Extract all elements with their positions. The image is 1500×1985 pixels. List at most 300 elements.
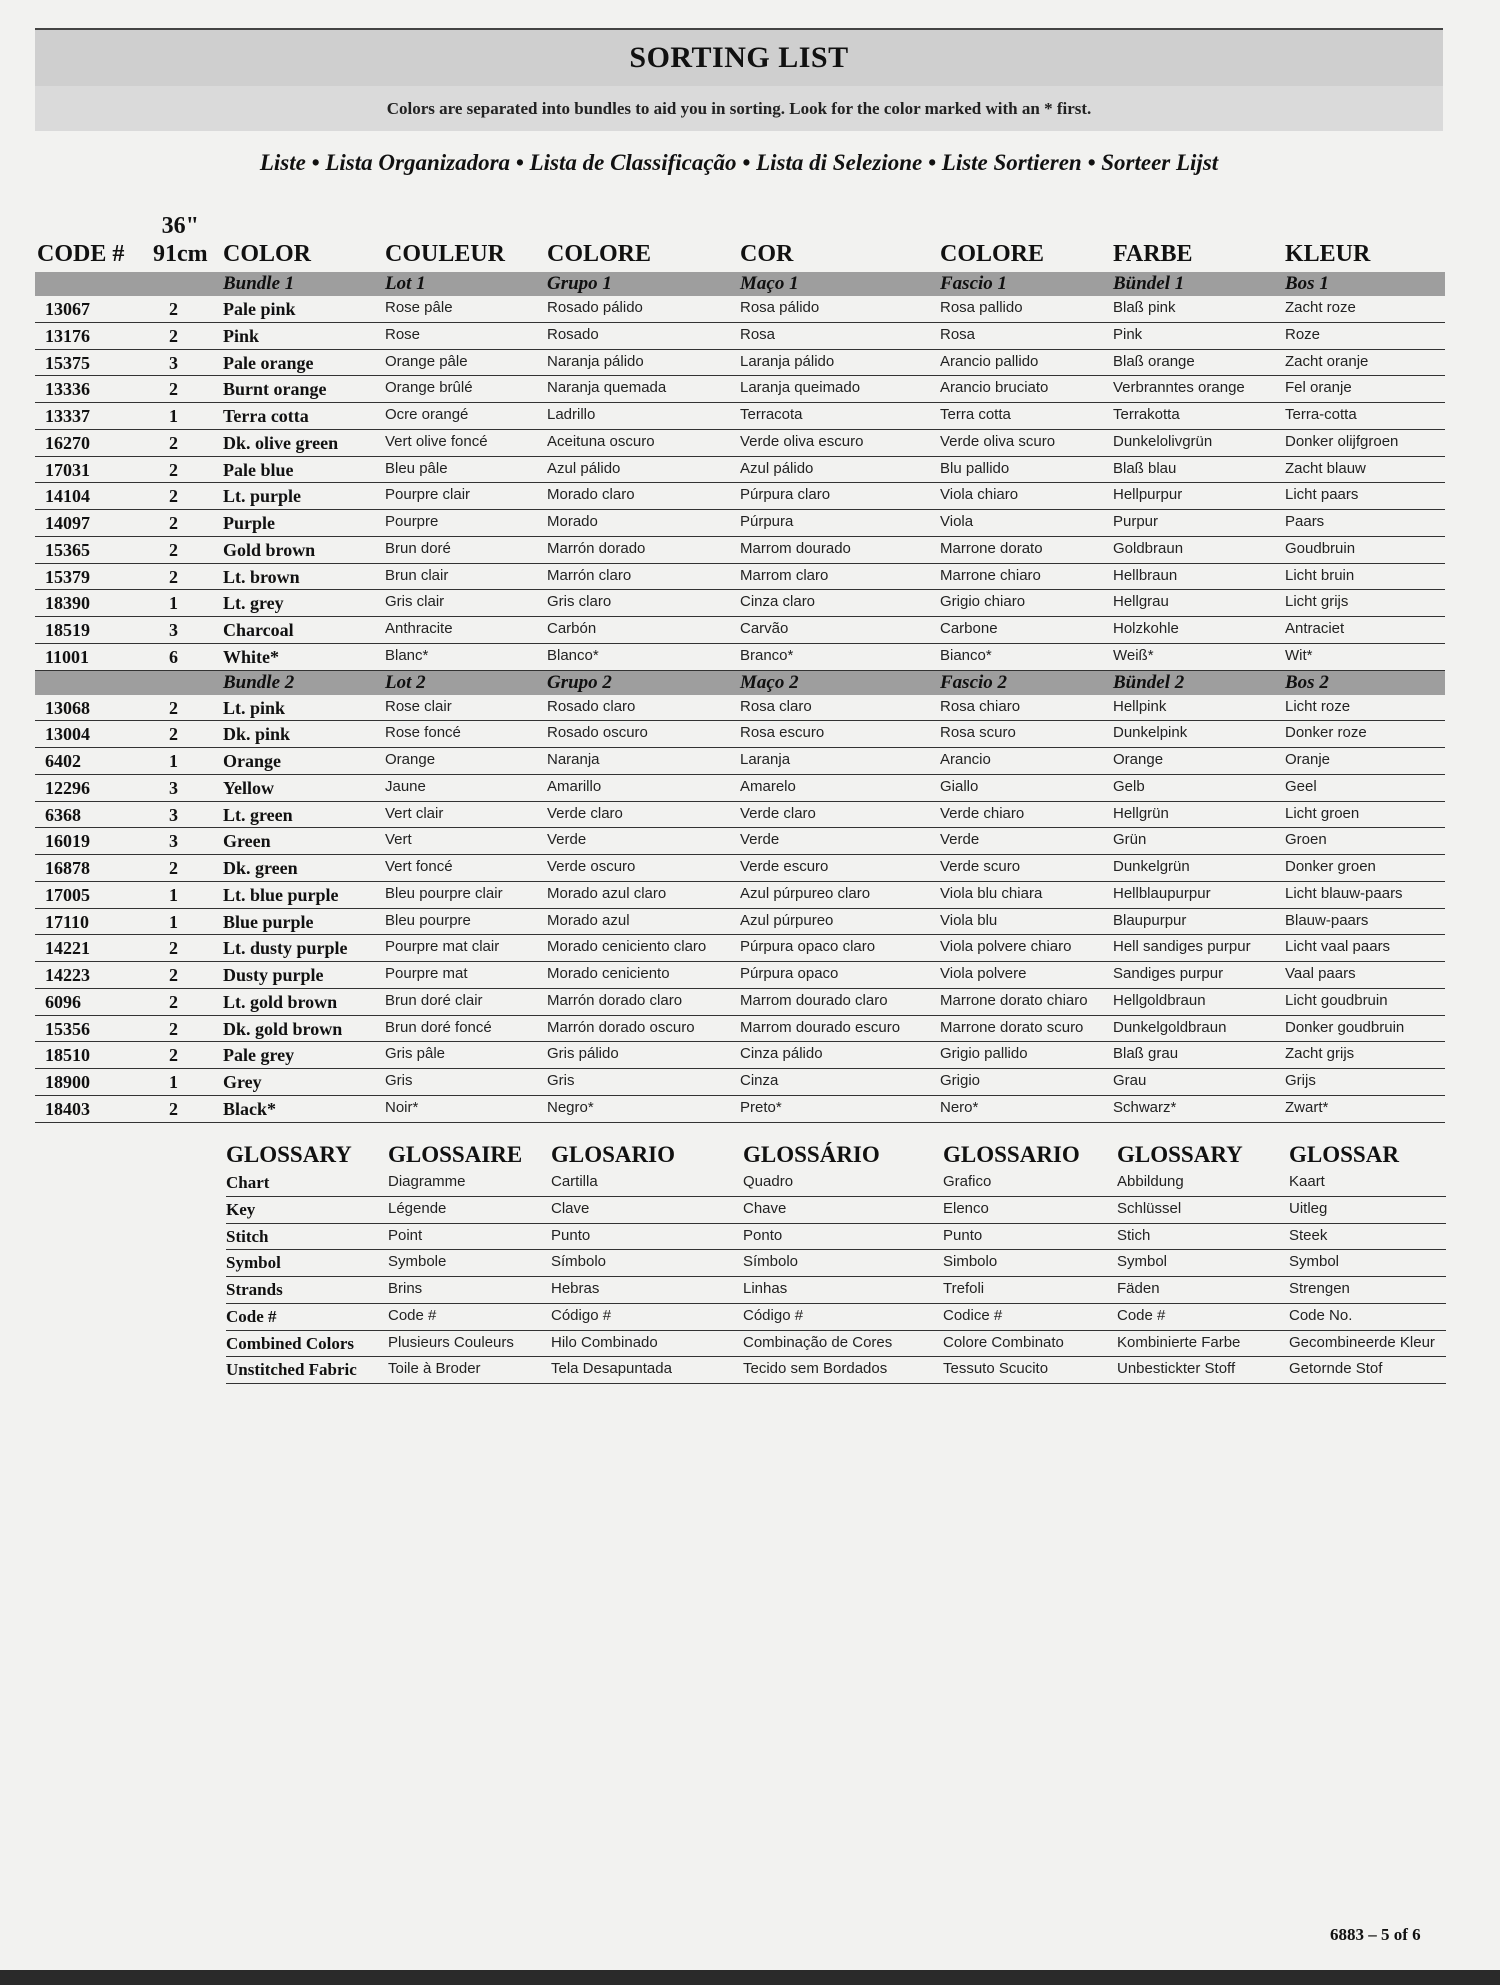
skein-quantity: 1 <box>169 911 178 932</box>
skein-quantity: 3 <box>169 352 178 373</box>
color-name-english: Black* <box>223 1098 277 1119</box>
color-name-italian: Arancio bruciato <box>940 379 1049 397</box>
glossary-term: Code # <box>226 1306 277 1326</box>
color-name-german: Hellblaupurpur <box>1113 884 1211 902</box>
color-name-dutch: Blauw-paars <box>1285 911 1369 929</box>
glossary-header-cell: GLOSSARY <box>1117 1142 1243 1167</box>
color-name-dutch: Licht blauw-paars <box>1285 884 1403 902</box>
color-name-dutch: Licht vaal paars <box>1285 938 1391 956</box>
glossary-term: Symbol <box>1289 1253 1340 1271</box>
color-name-english: Pink <box>223 325 260 346</box>
skein-quantity: 6 <box>169 646 178 667</box>
color-name-portuguese: Laranja <box>740 751 791 768</box>
color-name-german: Weiß* <box>1113 646 1154 664</box>
color-name-german: Hellpurpur <box>1113 486 1183 504</box>
color-name-italian: Verde <box>940 831 980 849</box>
color-name-german: Hellgrün <box>1113 804 1169 822</box>
color-name-spanish: Morado azul claro <box>547 884 667 902</box>
table-row <box>35 323 1445 350</box>
color-name-portuguese: Rosa pálido <box>740 299 820 316</box>
glossary-term: Grafico <box>943 1173 992 1190</box>
subtitle-band <box>35 86 1443 131</box>
color-code: 6402 <box>45 751 81 771</box>
color-name-english: Lt. brown <box>223 566 300 587</box>
color-name-spanish: Morado azul <box>547 911 630 929</box>
color-code: 13004 <box>45 724 90 745</box>
color-code: 13337 <box>45 406 90 426</box>
color-code: 16019 <box>45 831 90 852</box>
skein-quantity: 3 <box>169 831 178 852</box>
color-code: 18519 <box>45 620 90 640</box>
skein-quantity: 2 <box>169 486 178 507</box>
skein-quantity: 1 <box>169 751 178 771</box>
color-name-portuguese: Púrpura opaco claro <box>740 938 876 956</box>
color-name-italian: Marrone chiaro <box>940 566 1041 584</box>
color-name-italian: Viola chiaro <box>940 486 1019 504</box>
glossary-header-cell: GLOSSARY <box>226 1142 352 1167</box>
glossary-term: Symbole <box>388 1253 447 1271</box>
bundle-label: Fascio 1 <box>940 273 1008 294</box>
color-name-french: Rose foncé <box>385 724 461 742</box>
color-name-french: Pourpre clair <box>385 486 471 504</box>
color-code: 6096 <box>45 991 81 1012</box>
skein-quantity: 2 <box>169 325 178 346</box>
color-name-german: Grau <box>1113 1072 1147 1089</box>
color-name-french: Brun doré clair <box>385 991 483 1009</box>
color-name-french: Vert foncé <box>385 858 453 875</box>
color-name-dutch: Licht bruin <box>1285 566 1355 584</box>
color-name-italian: Verde scuro <box>940 858 1021 875</box>
color-name-dutch: Licht roze <box>1285 697 1351 715</box>
color-name-portuguese: Púrpura claro <box>740 486 831 504</box>
skein-quantity: 1 <box>169 406 178 426</box>
glossary-row <box>226 1331 1446 1358</box>
glossary-header-cell: GLOSSARIO <box>943 1142 1080 1167</box>
glossary-term: Linhas <box>743 1280 788 1297</box>
color-name-spanish: Carbón <box>547 620 597 637</box>
table-row <box>35 537 1445 564</box>
table-row <box>35 1069 1445 1096</box>
color-name-spanish: Naranja quemada <box>547 379 667 397</box>
color-name-dutch: Donker goudbruin <box>1285 1018 1405 1036</box>
skein-quantity: 2 <box>169 566 178 587</box>
color-name-english: Lt. green <box>223 804 293 825</box>
color-name-italian: Marrone dorato chiaro <box>940 991 1088 1009</box>
color-name-french: Pourpre mat clair <box>385 938 500 956</box>
glossary-term: Symbol <box>226 1253 281 1273</box>
glossary-term: Combinação de Cores <box>743 1333 893 1351</box>
color-name-german: Dunkelgrün <box>1113 858 1190 875</box>
color-name-french: Jaune <box>385 777 426 795</box>
table-row <box>35 1016 1445 1043</box>
page-subtitle: Colors are separated into bundles to aid you in sorting. Look for the color marked with an * first. <box>386 98 1092 118</box>
glossary-term: Strengen <box>1289 1280 1350 1297</box>
color-name-french: Pourpre <box>385 513 439 530</box>
color-name-german: Blaß grau <box>1113 1045 1179 1063</box>
skein-quantity: 2 <box>169 991 178 1012</box>
header-color: COLOR <box>223 241 312 267</box>
color-name-italian: Verde oliva scuro <box>940 432 1056 450</box>
header-length <box>153 212 208 268</box>
color-name-spanish: Marrón dorado oscuro <box>547 1018 695 1036</box>
skein-quantity: 2 <box>169 724 178 745</box>
color-name-portuguese: Laranja queimado <box>740 379 861 397</box>
color-name-dutch: Paars <box>1285 513 1325 530</box>
skein-quantity: 2 <box>169 1018 178 1039</box>
color-name-french: Brun clair <box>385 566 449 584</box>
color-name-dutch: Donker groen <box>1285 858 1376 875</box>
bundle-label: Bundle 2 <box>223 671 295 693</box>
color-name-english: Lt. blue purple <box>223 884 339 905</box>
color-name-french: Brun doré foncé <box>385 1018 492 1036</box>
color-name-portuguese: Terracota <box>740 406 803 423</box>
color-code: 18510 <box>45 1045 90 1066</box>
color-name-spanish: Aceituna oscuro <box>547 432 655 450</box>
table-row <box>35 828 1445 855</box>
color-name-german: Hellbraun <box>1113 566 1178 584</box>
glossary-term: Quadro <box>743 1173 794 1190</box>
bundle-label: Bos 1 <box>1285 273 1329 294</box>
glossary-term: Hilo Combinado <box>551 1333 658 1351</box>
bundles-container <box>35 272 1445 1123</box>
skein-quantity: 2 <box>169 299 178 319</box>
color-name-german: Schwarz* <box>1113 1098 1177 1116</box>
glossary-term: Fäden <box>1117 1280 1160 1297</box>
color-name-spanish: Amarillo <box>547 777 602 795</box>
color-name-dutch: Licht grijs <box>1285 593 1349 611</box>
color-name-english: Green <box>223 831 271 852</box>
table-row <box>35 1096 1445 1123</box>
color-name-portuguese: Marrom dourado escuro <box>740 1018 901 1036</box>
color-name-english: Yellow <box>223 777 274 798</box>
header-couleur: COULEUR <box>385 241 506 267</box>
color-name-french: Orange pâle <box>385 352 468 370</box>
color-name-portuguese: Preto* <box>740 1098 782 1116</box>
color-name-portuguese: Branco* <box>740 646 794 664</box>
color-name-english: Dk. pink <box>223 724 291 745</box>
color-name-french: Bleu pâle <box>385 459 448 477</box>
color-name-spanish: Gris claro <box>547 593 612 611</box>
color-name-italian: Terra cotta <box>940 406 1011 423</box>
skein-quantity: 2 <box>169 513 178 533</box>
color-name-german: Hellgrau <box>1113 593 1169 611</box>
color-name-spanish: Rosado claro <box>547 697 636 715</box>
color-name-spanish: Naranja <box>547 751 600 768</box>
color-name-portuguese: Rosa escuro <box>740 724 825 742</box>
glossary-term: Trefoli <box>943 1280 985 1297</box>
color-name-italian: Nero* <box>940 1098 979 1116</box>
bundle-label: Bündel 2 <box>1113 671 1185 693</box>
color-name-spanish: Blanco* <box>547 646 599 664</box>
color-name-german: Sandiges purpur <box>1113 965 1224 982</box>
color-name-german: Pink <box>1113 325 1143 343</box>
color-name-english: Pale orange <box>223 352 314 373</box>
glossary-term: Toile à Broder <box>388 1360 481 1378</box>
color-name-spanish: Gris pálido <box>547 1045 619 1063</box>
color-name-spanish: Marrón dorado claro <box>547 991 683 1009</box>
header-kleur: KLEUR <box>1285 241 1371 267</box>
color-name-italian: Grigio <box>940 1072 981 1089</box>
table-row <box>35 510 1445 537</box>
color-name-spanish: Rosado pálido <box>547 299 643 316</box>
glossary-term: Unstitched Fabric <box>226 1360 357 1380</box>
color-name-dutch: Oranje <box>1285 751 1331 768</box>
color-name-spanish: Marrón dorado <box>547 539 646 557</box>
page-footer: 6883 – 5 of 6 <box>1330 1925 1421 1944</box>
color-name-english: Dk. olive green <box>223 432 339 453</box>
glossary-header-cell: GLOSSÁRIO <box>743 1142 880 1167</box>
table-row <box>35 962 1445 989</box>
color-name-english: Lt. grey <box>223 593 284 614</box>
glossary-term: Abbildung <box>1117 1173 1184 1190</box>
color-name-italian: Viola polvere <box>940 965 1027 982</box>
table-row <box>35 721 1445 748</box>
color-name-french: Pourpre mat <box>385 965 468 982</box>
glossary-header-cell: GLOSARIO <box>551 1142 675 1167</box>
color-name-italian: Rosa scuro <box>940 724 1016 742</box>
color-name-german: Blaß orange <box>1113 352 1195 370</box>
header-code: CODE # <box>37 241 125 267</box>
color-name-german: Blaß blau <box>1113 459 1177 477</box>
glossary-row <box>226 1170 1446 1197</box>
color-name-italian: Grigio chiaro <box>940 593 1026 611</box>
bundle-label: Grupo 2 <box>547 671 612 693</box>
bundle-label: Bundle 1 <box>223 273 295 294</box>
glossary-term: Kombinierte Farbe <box>1117 1333 1241 1351</box>
skein-quantity: 1 <box>169 1072 178 1092</box>
color-name-french: Bleu pourpre clair <box>385 884 503 902</box>
glossary-term: Unbestickter Stoff <box>1117 1360 1236 1378</box>
table-row <box>35 644 1445 671</box>
color-name-italian: Viola <box>940 513 974 530</box>
glossary-term: Tessuto Scucito <box>943 1360 1049 1378</box>
glossary-term: Punto <box>943 1226 983 1244</box>
color-name-german: Terrakotta <box>1113 406 1180 423</box>
table-row <box>35 564 1445 591</box>
glossary-term: Punto <box>551 1226 591 1244</box>
color-name-french: Noir* <box>385 1098 419 1116</box>
multilingual-title: Liste • Lista Organizadora • Lista de Classificação • Lista di Selezione • Liste Sortieren • Sorteer Lijst <box>259 150 1219 175</box>
color-name-dutch: Roze <box>1285 325 1321 343</box>
color-name-english: Pale pink <box>223 299 296 319</box>
color-code: 18390 <box>45 593 90 614</box>
header-colore-es: COLORE <box>547 241 652 267</box>
glossary-term: Stitch <box>226 1226 269 1246</box>
table-row <box>35 483 1445 510</box>
color-name-portuguese: Verde <box>740 831 780 849</box>
color-name-german: Hell sandiges purpur <box>1113 938 1251 956</box>
color-name-english: Gold brown <box>223 539 316 560</box>
color-name-french: Bleu pourpre <box>385 911 471 929</box>
color-code: 11001 <box>45 646 90 667</box>
glossary-term: Code # <box>1117 1306 1166 1324</box>
skein-quantity: 3 <box>169 777 178 798</box>
color-name-portuguese: Verde claro <box>740 804 816 822</box>
header-colore-it: COLORE <box>940 241 1045 267</box>
color-name-dutch: Terra-cotta <box>1285 406 1357 423</box>
bundle-label: Maço 2 <box>740 671 799 693</box>
color-name-english: Lt. dusty purple <box>223 938 348 959</box>
color-name-french: Vert olive foncé <box>385 432 488 450</box>
color-name-portuguese: Marrom dourado <box>740 539 851 557</box>
color-name-german: Blaß pink <box>1113 299 1176 316</box>
color-name-italian: Viola polvere chiaro <box>940 938 1072 956</box>
color-code: 15379 <box>45 566 90 587</box>
table-row <box>35 296 1445 323</box>
table-header <box>35 200 1445 272</box>
bundle-label: Grupo 1 <box>547 273 612 294</box>
color-code: 12296 <box>45 777 90 798</box>
skein-quantity: 1 <box>169 593 178 614</box>
glossary-row <box>226 1357 1446 1384</box>
color-code: 16270 <box>45 432 90 453</box>
color-name-dutch: Zacht roze <box>1285 299 1356 316</box>
glossary-term: Schlüssel <box>1117 1199 1182 1217</box>
bundle-label: Bündel 1 <box>1113 273 1185 294</box>
header-cor: COR <box>740 241 794 267</box>
glossary-term: Getornde Stof <box>1289 1360 1383 1378</box>
glossary-term: Elenco <box>943 1199 989 1217</box>
glossary-row <box>226 1277 1446 1304</box>
color-name-english: Lt. gold brown <box>223 991 338 1012</box>
title-band <box>35 28 1443 88</box>
color-name-spanish: Verde oscuro <box>547 858 636 875</box>
glossary-term: Codice # <box>943 1306 1003 1324</box>
bundle-label: Fascio 2 <box>940 671 1008 693</box>
color-name-spanish: Rosado <box>547 325 599 343</box>
glossary-term: Légende <box>388 1199 447 1217</box>
color-code: 17110 <box>45 911 90 932</box>
glossary-row <box>226 1224 1446 1251</box>
glossary-row <box>226 1304 1446 1331</box>
glossary-term: Chart <box>226 1173 270 1192</box>
color-code: 13176 <box>45 325 90 346</box>
table-row <box>35 855 1445 882</box>
glossary-term: Clave <box>551 1199 590 1217</box>
skein-quantity: 2 <box>169 697 178 718</box>
color-name-french: Gris clair <box>385 593 445 611</box>
color-name-german: Dunkelpink <box>1113 724 1188 742</box>
color-code: 15356 <box>45 1018 90 1039</box>
glossary-term: Hebras <box>551 1280 600 1297</box>
color-code: 15375 <box>45 352 90 373</box>
color-name-spanish: Azul pálido <box>547 459 621 477</box>
color-code: 14221 <box>45 938 90 959</box>
color-name-german: Holzkohle <box>1113 620 1179 637</box>
table-row <box>35 775 1445 802</box>
color-name-dutch: Donker olijfgroen <box>1285 432 1399 450</box>
color-name-portuguese: Carvão <box>740 620 789 637</box>
glossary-term: Uitleg <box>1289 1199 1328 1217</box>
color-name-german: Dunkelolivgrün <box>1113 432 1213 450</box>
header-farbe: FARBE <box>1113 241 1193 267</box>
bundle-label: Maço 1 <box>740 273 799 294</box>
color-name-german: Grün <box>1113 831 1147 849</box>
color-name-english: Dusty purple <box>223 965 324 985</box>
table-row <box>35 748 1445 775</box>
color-name-english: Terra cotta <box>223 406 309 426</box>
skein-quantity: 2 <box>169 858 178 878</box>
glossary-term: Strands <box>226 1280 283 1299</box>
color-name-english: Dk. gold brown <box>223 1018 343 1039</box>
color-name-italian: Grigio pallido <box>940 1045 1028 1063</box>
color-name-portuguese: Cinza claro <box>740 593 816 611</box>
color-name-italian: Marrone dorato scuro <box>940 1018 1084 1036</box>
color-name-portuguese: Verde escuro <box>740 858 829 875</box>
table-row <box>35 590 1445 617</box>
color-name-english: Orange <box>223 751 281 771</box>
color-name-portuguese: Marrom claro <box>740 566 829 584</box>
color-name-portuguese: Rosa <box>740 325 776 343</box>
table-row <box>35 802 1445 829</box>
color-name-portuguese: Laranja pálido <box>740 352 835 370</box>
color-name-english: Purple <box>223 513 275 533</box>
color-name-italian: Bianco* <box>940 646 992 664</box>
color-code: 17005 <box>45 884 90 905</box>
glossary-term: Simbolo <box>943 1253 998 1271</box>
color-name-french: Vert <box>385 831 412 849</box>
glossary-term: Cartilla <box>551 1173 598 1190</box>
glossary-term: Colore Combinato <box>943 1333 1064 1351</box>
glossary-header-cell: GLOSSAR <box>1289 1142 1399 1167</box>
color-name-dutch: Vaal paars <box>1285 965 1356 982</box>
header-length-inches: 36" <box>161 213 199 239</box>
glossary-term: Symbol <box>1117 1253 1168 1271</box>
glossary-term: Tela Desapuntada <box>551 1360 672 1378</box>
color-name-dutch: Antraciet <box>1285 620 1345 637</box>
glossary-term: Kaart <box>1289 1173 1325 1190</box>
color-name-german: Hellgoldbraun <box>1113 991 1206 1009</box>
color-name-spanish: Ladrillo <box>547 406 596 423</box>
color-name-italian: Verde chiaro <box>940 804 1025 822</box>
color-name-english: Dk. green <box>223 858 298 878</box>
color-name-english: Charcoal <box>223 620 294 640</box>
bundle-label: Lot 2 <box>385 671 426 693</box>
skein-quantity: 2 <box>169 1098 178 1119</box>
scan-bottom-edge <box>0 1970 1500 1985</box>
color-name-spanish: Verde claro <box>547 804 623 822</box>
color-name-portuguese: Rosa claro <box>740 697 812 715</box>
color-code: 13067 <box>45 299 90 319</box>
color-name-french: Brun doré <box>385 539 451 557</box>
color-name-french: Orange <box>385 751 436 768</box>
glossary-table <box>226 1138 1446 1384</box>
color-name-german: Hellpink <box>1113 697 1167 715</box>
color-name-dutch: Geel <box>1285 777 1317 795</box>
glossary-term: Ponto <box>743 1226 783 1244</box>
color-name-german: Gelb <box>1113 777 1145 795</box>
glossary-row <box>226 1197 1446 1224</box>
glossary-term: Chave <box>743 1199 787 1217</box>
table-row <box>35 403 1445 430</box>
glossary-term: Stich <box>1117 1226 1151 1244</box>
color-name-spanish: Naranja pálido <box>547 352 644 370</box>
skein-quantity: 2 <box>169 379 178 400</box>
color-name-italian: Viola blu <box>940 911 998 929</box>
glossary-term: Key <box>226 1199 256 1219</box>
color-name-portuguese: Verde oliva escuro <box>740 432 864 450</box>
color-code: 18403 <box>45 1098 90 1119</box>
color-name-dutch: Zacht grijs <box>1285 1045 1355 1063</box>
color-name-english: Pale blue <box>223 459 294 480</box>
glossary-term: Code # <box>388 1306 437 1324</box>
color-name-french: Anthracite <box>385 620 453 637</box>
color-name-german: Goldbraun <box>1113 539 1184 557</box>
table-row <box>35 430 1445 457</box>
color-name-spanish: Negro* <box>547 1098 594 1116</box>
glossary-term: Plusieurs Couleurs <box>388 1333 514 1351</box>
color-name-italian: Rosa chiaro <box>940 697 1021 715</box>
